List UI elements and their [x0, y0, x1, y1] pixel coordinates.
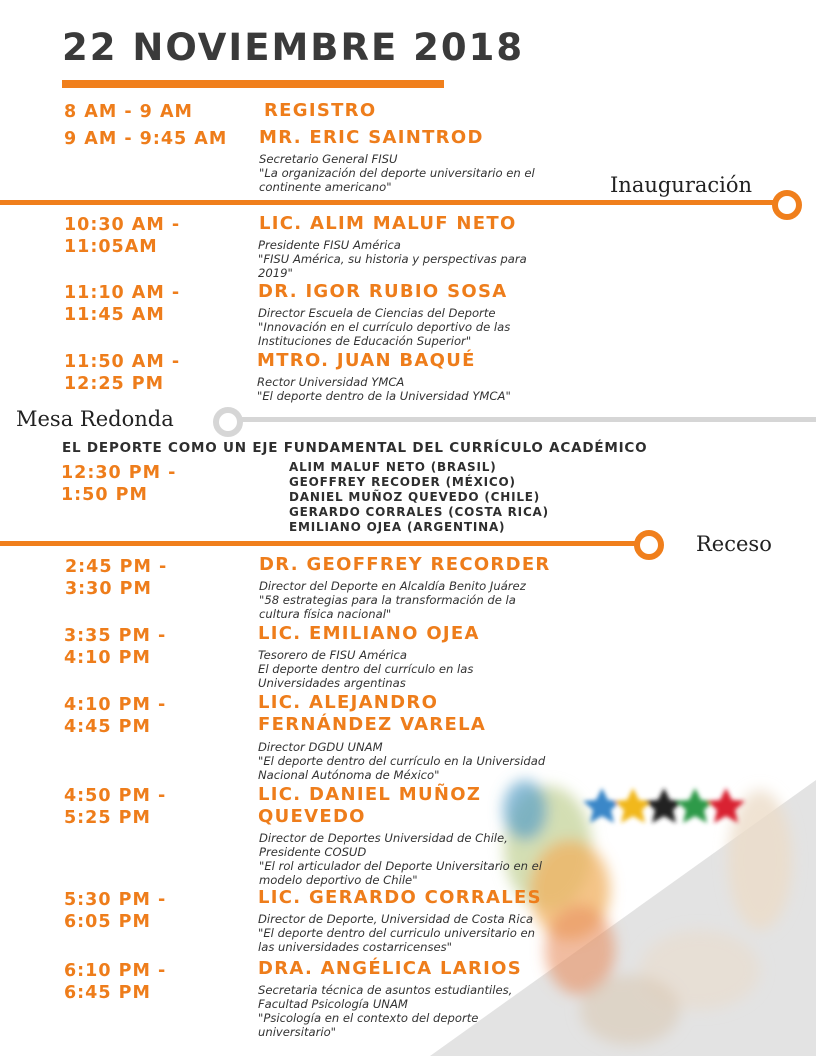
speaker-name: MTRO. JUAN BAQUÉ [257, 350, 476, 371]
speaker-name: LIC. ALIM MALUF NETO [259, 213, 517, 234]
speaker-name: REGISTRO [264, 100, 377, 121]
speaker-description: Presidente FISU América "FISU América, su historia y perspectivas para 2019" [258, 238, 527, 280]
speaker-description: Director de Deporte, Universidad de Costa Rica "El deporte dentro del curriculo universitario en las universidades costarricenses" [258, 912, 536, 954]
section-label-receso: Receso [696, 532, 772, 556]
divider-line-mesa-redonda [232, 417, 816, 422]
schedule-time: 5:30 PM - 6:05 PM [64, 890, 167, 932]
speaker-description: Director de Deportes Universidad de Chile, Presidente COSUD "El rol articulador del Deporte Universitario en el modelo deportivo de Chile" [259, 831, 542, 887]
schedule-time: 11:50 AM - 12:25 PM [64, 352, 181, 394]
title-underline [62, 80, 444, 88]
speaker-description: Secretario General FISU "La organización del deporte universitario en el continente americano" [259, 152, 535, 194]
schedule-time: 4:50 PM - 5:25 PM [64, 786, 167, 828]
speaker-description: Tesorero de FISU América El deporte dentro del currículo en las Universidades argentinas [258, 648, 474, 690]
panel-time: 12:30 PM - 1:50 PM [61, 463, 177, 505]
panel-heading: EL DEPORTE COMO UN EJE FUNDAMENTAL DEL CURRÍCULO ACADÉMICO [62, 440, 648, 456]
schedule-time: 11:10 AM - 11:45 AM [64, 283, 181, 325]
speaker-description: Director del Deporte en Alcaldía Benito Juárez "58 estrategias para la transformación de la cultura física nacional" [259, 579, 526, 621]
speaker-description: Director Escuela de Ciencias del Deporte "Innovación en el currículo deportivo de las Instituciones de Educación Superior" [258, 306, 511, 348]
schedule-time: 2:45 PM - 3:30 PM [65, 557, 168, 599]
section-label-inauguracion: Inauguración [610, 173, 753, 197]
schedule-time: 9 AM - 9:45 AM [64, 129, 228, 149]
speaker-name: MR. ERIC SAINTROD [259, 127, 484, 148]
timeline-node-icon [772, 190, 802, 220]
timeline-node-icon [213, 407, 243, 437]
list-item: DANIEL MUÑOZ QUEVEDO (CHILE) [289, 490, 541, 504]
timeline-node-icon [634, 530, 664, 560]
speaker-name: LIC. GERARDO CORRALES [258, 887, 542, 908]
page-title: 22 NOVIEMBRE 2018 [62, 26, 525, 69]
section-label-mesa-redonda: Mesa Redonda [16, 407, 174, 431]
speaker-name: DR. GEOFFREY RECORDER [259, 554, 551, 575]
speaker-name: DR. IGOR RUBIO SOSA [258, 281, 508, 302]
speaker-description: Rector Universidad YMCA "El deporte dentro de la Universidad YMCA" [257, 375, 511, 403]
speaker-name: LIC. ALEJANDRO FERNÁNDEZ VARELA [258, 692, 487, 735]
schedule-time: 10:30 AM - 11:05AM [64, 215, 181, 257]
panel-participants [289, 460, 549, 535]
schedule-time: 8 AM - 9 AM [64, 102, 193, 122]
speaker-description: Secretaria técnica de asuntos estudiantiles, Facultad Psicología UNAM "Psicología en el contexto del deporte universitario" [258, 983, 513, 1039]
schedule-time: 6:10 PM - 6:45 PM [64, 961, 167, 1003]
list-item: ALIM MALUF NETO (BRASIL) [289, 460, 497, 474]
speaker-name: DRA. ANGÉLICA LARIOS [258, 958, 523, 979]
list-item: GERARDO CORRALES (COSTA RICA) [289, 505, 549, 519]
speaker-name: LIC. DANIEL MUÑOZ QUEVEDO [258, 784, 482, 827]
divider-line-inauguracion [0, 200, 782, 205]
divider-line-receso [0, 541, 642, 546]
schedule-time: 3:35 PM - 4:10 PM [64, 626, 167, 668]
list-item: GEOFFREY RECODER (MÉXICO) [289, 475, 516, 489]
speaker-description: Director DGDU UNAM "El deporte dentro del currículo en la Universidad Nacional Autónoma de México" [258, 740, 546, 782]
list-item: EMILIANO OJEA (ARGENTINA) [289, 520, 506, 534]
schedule-time: 4:10 PM - 4:45 PM [64, 695, 167, 737]
speaker-name: LIC. EMILIANO OJEA [258, 623, 480, 644]
